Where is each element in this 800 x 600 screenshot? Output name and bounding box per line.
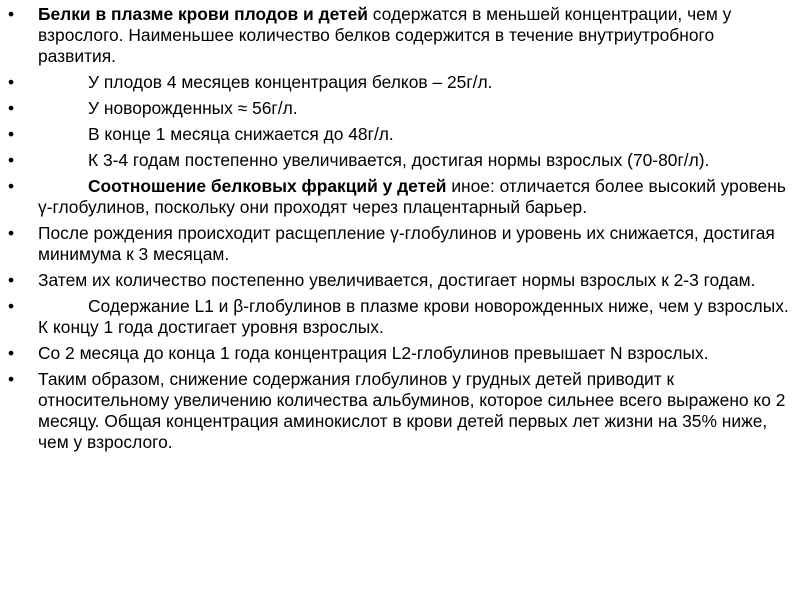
bullet-icon: • bbox=[8, 98, 15, 118]
list-item bbox=[8, 369, 792, 453]
list-item bbox=[8, 343, 792, 364]
bullet-icon: • bbox=[8, 176, 15, 196]
list-item bbox=[8, 270, 792, 291]
bullet-list bbox=[8, 4, 792, 458]
list-item bbox=[8, 296, 792, 338]
list-item bbox=[8, 176, 792, 218]
list-item bbox=[8, 150, 792, 171]
bold-phrase: Белки в плазме крови плодов и детей bbox=[38, 4, 368, 24]
item-text: После рождения происходит расщепление γ-глобулинов и уровень их снижается, достигая минимума к 3 месяцам. bbox=[38, 223, 775, 264]
list-item bbox=[8, 223, 792, 265]
bullet-icon: • bbox=[8, 270, 15, 290]
bold-phrase: Соотношение белковых фракций у детей bbox=[88, 176, 447, 196]
item-text: Со 2 месяца до конца 1 года концентрация L2-глобулинов превышает N взрослых. bbox=[38, 343, 709, 363]
item-text: содержатся в меньшей концентрации, чем у взрослого. Наименьшее количество белков содержится в течение внутриутробного развития. bbox=[38, 4, 732, 66]
item-text: К 3-4 годам постепенно увеличивается, достигая нормы взрослых (70-80г/л). bbox=[88, 150, 710, 170]
bullet-icon: • bbox=[8, 343, 15, 363]
bullet-icon: • bbox=[8, 150, 15, 170]
bullet-icon: • bbox=[8, 72, 15, 92]
list-item bbox=[8, 72, 792, 93]
bullet-icon: • bbox=[8, 369, 15, 389]
bullet-icon: • bbox=[8, 124, 15, 144]
item-text: Таким образом, снижение содержания глобулинов у грудных детей приводит к относительному увеличению количества альбуминов, которое сильнее всего выражено ко 2 месяцу. Общая концентрация аминокислот в крови детей первых лет жизни на 35% ниже, чем у взрослого. bbox=[38, 369, 786, 452]
item-text: иное: отличается более высокий уровень γ-глобулинов, поскольку они проходят через плацентарный барьер. bbox=[38, 176, 786, 217]
item-text: Затем их количество постепенно увеличивается, достигает нормы взрослых к 2-3 годам. bbox=[38, 270, 756, 290]
item-text: У плодов 4 месяцев концентрация белков – 25г/л. bbox=[88, 72, 493, 92]
item-text: В конце 1 месяца снижается до 48г/л. bbox=[88, 124, 394, 144]
item-text: У новорожденных ≈ 56г/л. bbox=[88, 98, 298, 118]
bullet-icon: • bbox=[8, 4, 15, 24]
list-item bbox=[8, 98, 792, 119]
list-item bbox=[8, 124, 792, 145]
item-text: Содержание L1 и β-глобулинов в плазме крови новорожденных ниже, чем у взрослых. К концу 1 года достигает уровня взрослых. bbox=[38, 296, 789, 337]
list-item bbox=[8, 4, 792, 67]
bullet-icon: • bbox=[8, 296, 15, 316]
bullet-icon: • bbox=[8, 223, 15, 243]
